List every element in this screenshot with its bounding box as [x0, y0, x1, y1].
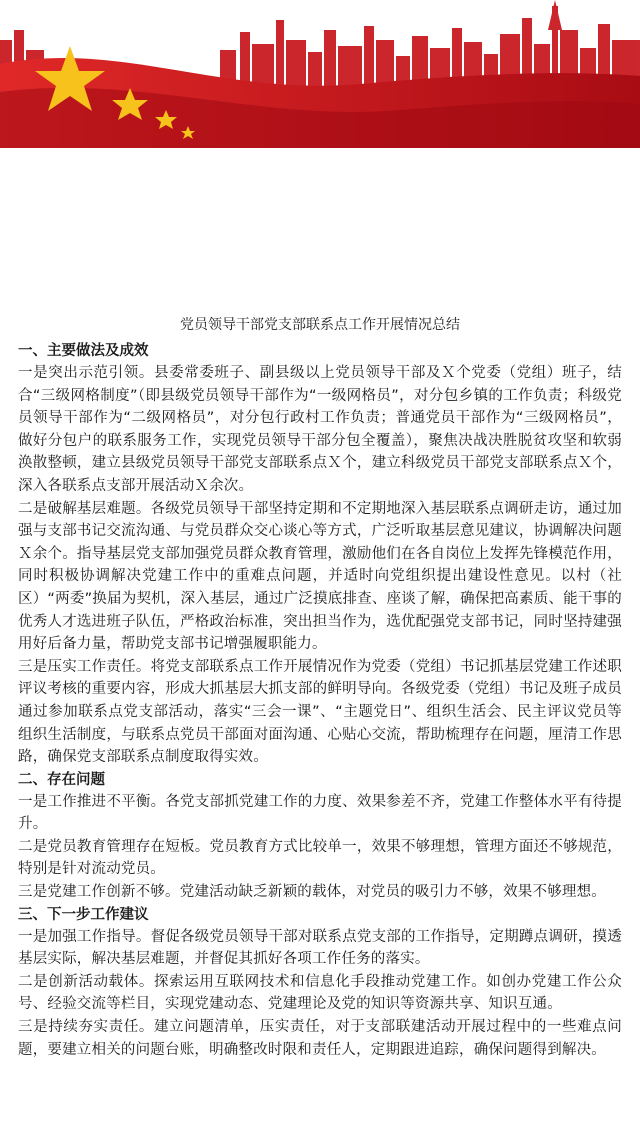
paragraph: 一是加强工作指导。督促各级党员领导干部对联系点党支部的工作指导，定期蹲点调研，摸透基层实际，解决基层难题，并督促其抓好各项工作任务的落实。 — [18, 928, 622, 968]
paragraph: 二是党员教育管理存在短板。党员教育方式比较单一，效果不够理想，管理方面还不够规范，特别是针对流动党员。 — [18, 838, 622, 878]
paragraph: 二是破解基层难题。各级党员领导干部坚持定期和不定期地深入基层联系点调研走访，通过加强与支部书记交流沟通、与党员群众交心谈心等方式，广泛听取基层意见建议，协调解决问题Ｘ余个。指导基层党支部加强党员群众教育管理，激励他们在各自岗位上发挥先锋模范作用，同时积极协调解决党建工作中的重难点问题，并适时向党组织提出建设性意见。以村（社区）“两委”换届为契机，深入基层，通过广泛摸底排查、座谈了解，确保把高素质、能干事的优秀人才选进班子队伍，严格政治标准，突出担当作为，选优配强党支部书记，同时坚持建强用好后备力量，帮助党支部书记增强履职能力。 — [18, 500, 622, 653]
header-banner — [0, 0, 640, 148]
document-title: 党员领导干部党支部联系点工作开展情况总结 — [180, 317, 460, 333]
paragraph: 一是工作推进不平衡。各党支部抓党建工作的力度、效果参差不齐，党建工作整体水平有待提升。 — [18, 793, 622, 833]
section-heading: 三、下一步工作建议 — [18, 906, 149, 923]
section-heading: 一、主要做法及成效 — [18, 343, 149, 359]
banner-graphic — [0, 0, 640, 148]
paragraph: 三是持续夯实责任。建立问题清单，压实责任，对于支部联建活动开展过程中的一些难点问题，要建立相关的问题台账，明确整改时限和责任人，定期跟进追踪，确保问题得到解决。 — [18, 1019, 622, 1058]
document-body — [0, 314, 640, 1061]
paragraph: 三是党建工作创新不够。党建活动缺乏新颖的载体，对党员的吸引力不够，效果不够理想。 — [18, 884, 606, 901]
paragraph: 二是创新活动载体。探索运用互联网技术和信息化手段推动党建工作。如创办党建工作公众号、经验交流等栏目，实现党建动态、党建理论及党的知识等资源共享、知识互通。 — [18, 973, 622, 1013]
section-heading: 二、存在问题 — [18, 771, 105, 788]
paragraph: 三是压实工作责任。将党支部联系点工作开展情况作为党委（党组）书记抓基层党建工作述职评议考核的重要内容，形成大抓基层大抓支部的鲜明导向。各级党委（党组）书记及班子成员通过参加联系点党支部活动，落实“三会一课”、“主题党日”、组织生活会、民主评议党员等组织生活制度，与联系点党员干部面对面沟通、心贴心交流，帮助梳理存在问题，厘清工作思路，确保党支部联系点制度取得实效。 — [18, 658, 622, 766]
paragraph: 一是突出示范引领。县委常委班子、副县级以上党员领导干部及Ｘ个党委（党组）班子，结合“三级网格制度”（即县级党员领导干部作为“一级网格员”，对分包乡镇的工作负责；科级党员领导干部作为“二级网格员”，对分包行政村工作负责；普通党员干部作为“三级网格员”，做好分包户的联系服务工作，实现党员领导干部分包全覆盖），聚焦决战决胜脱贫攻坚和软弱涣散整顿，建立县级党员领导干部党支部联系点Ｘ个，建立科级党员干部党支部联系点Ｘ个，深入各联系点支部开展活动Ｘ余次。 — [18, 365, 622, 494]
